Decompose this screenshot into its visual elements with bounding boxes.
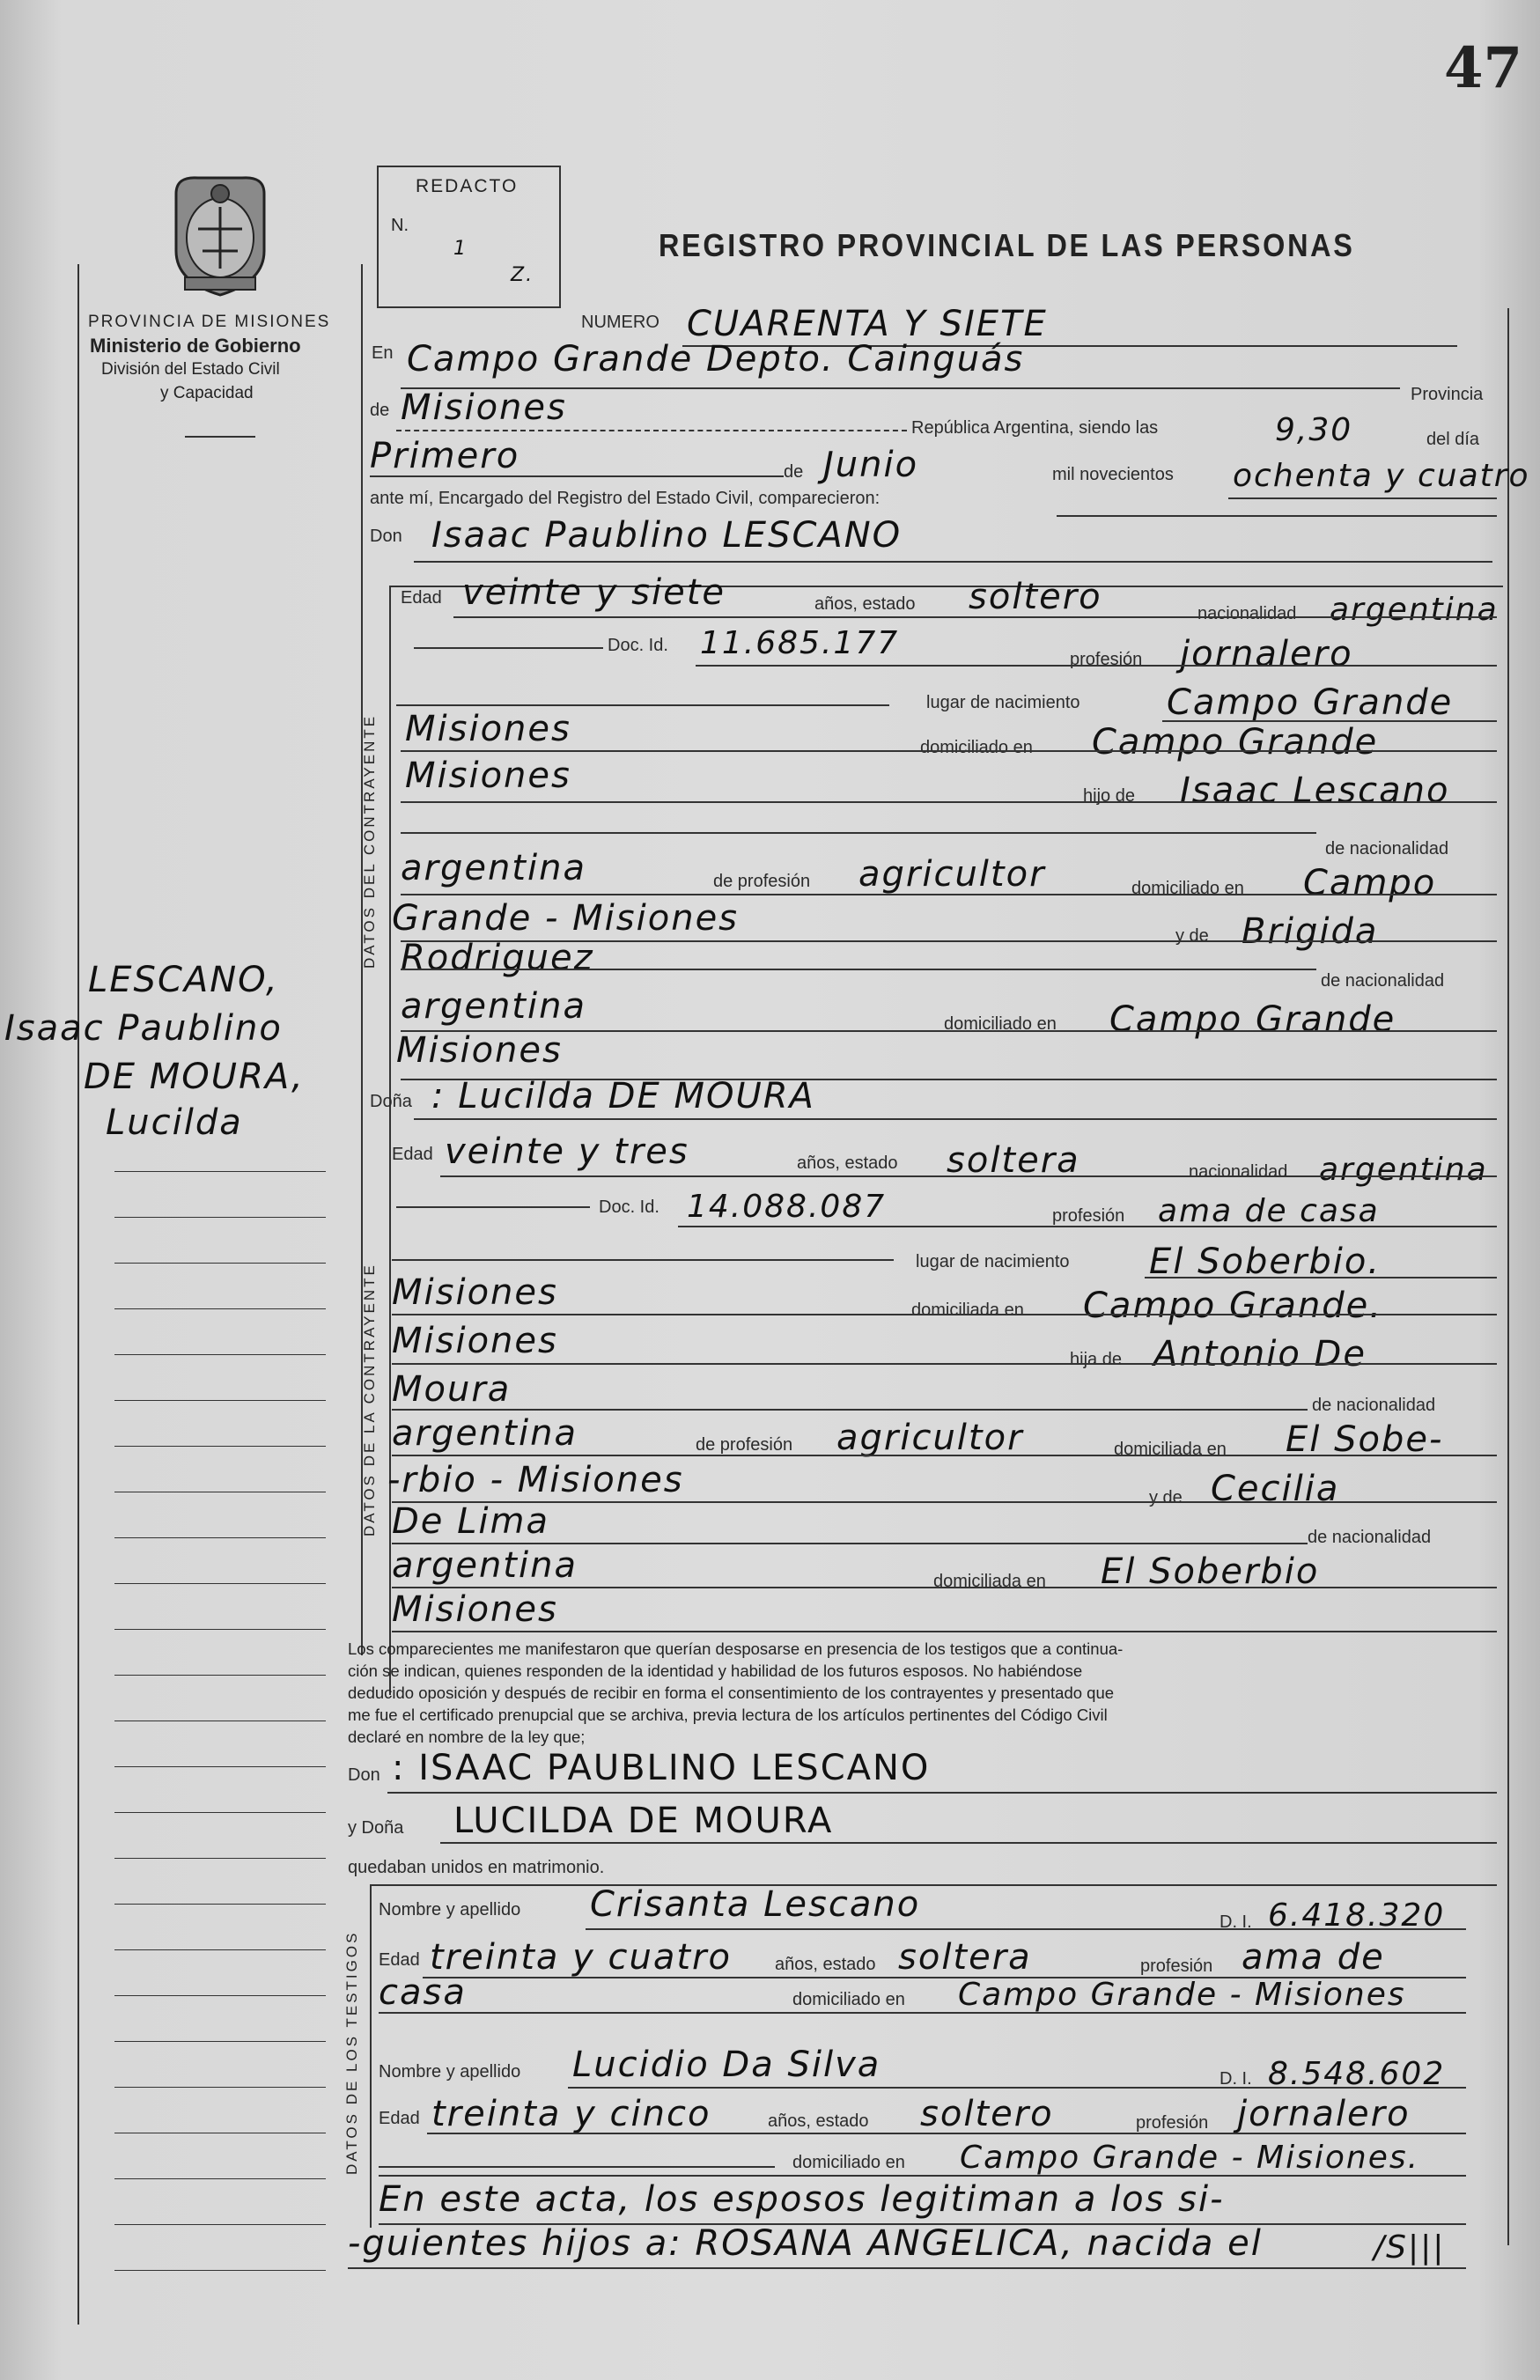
bride-de-nac-label-2: de nacionalidad (1308, 1528, 1432, 1547)
redacto-n: N. (391, 216, 409, 235)
numero-label: NUMERO (581, 313, 659, 332)
witnesses-section-label: DATOS DE LOS TESTIGOS (343, 1930, 360, 2175)
w1-dom: Campo Grande - Misiones (958, 1977, 1406, 2013)
margin-rule-line (114, 2087, 326, 2088)
province-label: PROVINCIA DE MISIONES (88, 313, 331, 331)
page-number: 47 (1444, 35, 1523, 101)
w1-edad-label: Edad (379, 1950, 420, 1970)
bride-dom-label-2: domiciliada en (1114, 1440, 1227, 1459)
w2-di-label: D. I. (1219, 2069, 1252, 2089)
bride-anos-label: años, estado (797, 1153, 898, 1173)
margin-rule-line (114, 1766, 326, 1767)
en-label: En (372, 343, 394, 363)
bride-nac: argentina (1319, 1152, 1488, 1188)
hour-value: 9,30 (1275, 412, 1353, 448)
decl-bride-name: LUCILDA DE MOURA (453, 1801, 834, 1841)
bride-hija-label: hija de (1070, 1350, 1122, 1369)
margin-rule-line (114, 1858, 326, 1859)
bride-father-dom-2: -rbio - Misiones (387, 1460, 684, 1500)
margin-rule-line (114, 1308, 326, 1309)
groom-de-nac-label-2: de nacionalidad (1321, 971, 1445, 991)
bride-name: : Lucilda DE MOURA (431, 1076, 815, 1116)
declaration-text-3: deducido oposición y después de recibir en forma el consentimiento de los contrayentes y presentado que (348, 1684, 1115, 1702)
margin-rule-line (114, 1446, 326, 1447)
w2-prof: jornalero (1237, 2094, 1411, 2134)
groom-anos-label: años, estado (814, 594, 916, 614)
margin-rule-line (114, 1537, 326, 1538)
w2-name-label: Nombre y apellido (379, 2062, 521, 2082)
decl-don-label: Don (348, 1765, 380, 1785)
bride-mother-dom: El Soberbio (1101, 1551, 1320, 1592)
groom-nac-label: nacionalidad (1197, 604, 1297, 623)
w1-edad: treinta y cuatro (430, 1937, 732, 1978)
declaration-text-1: Los comparecientes me manifestaron que querían desposarse en presencia de los testigos que a continua- (348, 1639, 1124, 1658)
margin-rule-line (114, 1263, 326, 1264)
margin-rule-line (114, 1904, 326, 1905)
margin-rule-line (114, 1583, 326, 1584)
groom-edad-label: Edad (401, 588, 442, 608)
de-label: de (370, 401, 390, 420)
year-value: ochenta y cuatro (1233, 458, 1530, 494)
w2-estado: soltero (920, 2094, 1054, 2134)
bride-lugar-label: lugar de nacimiento (916, 1252, 1070, 1271)
groom-father: Isaac Lescano (1180, 770, 1450, 811)
groom-mother-dom-2: Misiones (396, 1030, 563, 1071)
w2-prof-label: profesión (1136, 2113, 1209, 2133)
redacto-label: REDACTO (416, 176, 519, 196)
margin-rule-line (114, 1217, 326, 1218)
bride-prof: ama de casa (1158, 1193, 1380, 1229)
groom-prof-label: profesión (1070, 650, 1143, 669)
groom-father-dom: Campo (1303, 863, 1437, 903)
bride-nac-label: nacionalidad (1189, 1162, 1288, 1182)
declaration-text-4: me fue el certificado prenupcial que se archiva, previa lectura de los artículos pertinentes del Código Civil (348, 1706, 1108, 1724)
bride-dom-label-3: domiciliada en (933, 1572, 1046, 1591)
bride-mother: Cecilia (1211, 1469, 1340, 1509)
bride-mother-2: De Lima (392, 1501, 549, 1542)
month-value: Junio (823, 445, 919, 485)
w2-edad-label: Edad (379, 2109, 420, 2128)
division-label-2: y Capacidad (160, 384, 254, 402)
bride-mother-nac: argentina (392, 1545, 578, 1586)
groom-mother-dom: Campo Grande (1109, 999, 1396, 1040)
w1-prof-2: casa (379, 1972, 467, 2013)
bride-dom-2: Misiones (392, 1321, 558, 1361)
groom-prof: jornalero (1180, 634, 1353, 674)
w1-name: Crisanta Lescano (590, 1884, 921, 1925)
don-label: Don (370, 527, 402, 546)
legitimation-note-1: En este acta, los esposos legitiman a los si- (379, 2179, 1225, 2220)
w2-anos-label: años, estado (768, 2111, 869, 2131)
margin-rule-line (114, 1629, 326, 1630)
ministry-label: Ministerio de Gobierno (90, 335, 301, 357)
numero-value: CUARENTA Y SIETE (687, 304, 1048, 344)
day-value: Primero (370, 436, 520, 476)
bride-doc: 14.088.087 (687, 1189, 887, 1225)
decl-y-dona-label: y Doña (348, 1818, 404, 1838)
w2-dom: Campo Grande - Misiones. (960, 2140, 1420, 2176)
decl-quedaban: quedaban unidos en matrimonio. (348, 1858, 605, 1877)
groom-y-de-label: y de (1175, 926, 1209, 946)
margin-rule-line (114, 1675, 326, 1676)
ante-label: ante mí, Encargado del Registro del Estado Civil, comparecieron: (370, 489, 881, 508)
groom-dom-2: Misiones (405, 755, 571, 796)
provincia-label: Provincia (1411, 385, 1484, 404)
groom-lugar: Campo Grande (1167, 682, 1454, 723)
division-label: División del Estado Civil (101, 360, 280, 379)
dona-label: Doña (370, 1092, 412, 1111)
margin-rule-line (114, 1400, 326, 1401)
bride-dom: Campo Grande. (1083, 1286, 1383, 1326)
w2-dom-label: domiciliado en (792, 2153, 905, 2172)
groom-hijo-label: hijo de (1083, 786, 1135, 806)
margin-name-2: Isaac Paublino (4, 1008, 283, 1049)
w1-estado: soltera (898, 1937, 1032, 1978)
groom-dom-label-2: domiciliado en (1131, 879, 1244, 898)
bride-edad: veinte y tres (445, 1131, 689, 1172)
groom-dom-label-3: domiciliado en (944, 1014, 1057, 1034)
w1-di-label: D. I. (1219, 1912, 1252, 1932)
margin-name-4: Lucilda (106, 1102, 243, 1143)
mil-label: mil novecientos (1052, 465, 1174, 484)
groom-section-label: DATOS DEL CONTRAYENTE (361, 713, 378, 969)
groom-edad: veinte y siete (462, 572, 726, 613)
margin-rule-line (114, 1354, 326, 1355)
de-label-2: de (784, 462, 804, 482)
margin-rule-line (114, 2224, 326, 2225)
place-value: Campo Grande Depto. Cainguás (407, 339, 1025, 379)
w2-di: 8.548.602 (1268, 2056, 1446, 2092)
groom-doc: 11.685.177 (700, 625, 900, 661)
groom-dom: Campo Grande (1092, 722, 1379, 763)
bride-father-nac: argentina (392, 1413, 578, 1454)
bride-de-prof-label: de profesión (696, 1435, 793, 1455)
margin-rule-line (114, 2178, 326, 2179)
legitimation-note-3: /S||| (1374, 2229, 1446, 2266)
groom-mother-nac: argentina (401, 986, 586, 1027)
margin-rule-line (114, 1949, 326, 1950)
margin-name-1: LESCANO, (88, 960, 279, 1000)
redacto-number: 1 (453, 238, 468, 260)
declaration-text-2: ción se indican, quienes responden de la identidad y habilidad de los futuros esposos. No habiéndose (348, 1662, 1083, 1680)
w1-prof-label: profesión (1140, 1956, 1213, 1976)
groom-nac: argentina (1330, 592, 1499, 628)
w1-dom-label: domiciliado en (792, 1990, 905, 2009)
bride-y-de-label: y de (1149, 1488, 1183, 1507)
groom-estado: soltero (969, 577, 1102, 617)
bride-prof-label: profesión (1052, 1206, 1125, 1226)
province-value: Misiones (401, 387, 567, 428)
declaration-text-5: declaré en nombre de la ley que; (348, 1728, 586, 1746)
bride-dom-label: domiciliada en (911, 1301, 1024, 1320)
margin-rule-line (114, 1812, 326, 1813)
groom-father-dom-2: Grande - Misiones (392, 898, 740, 939)
bride-de-nac-label: de nacionalidad (1312, 1396, 1436, 1415)
bride-edad-label: Edad (392, 1145, 433, 1164)
groom-name: Isaac Paublino LESCANO (431, 515, 903, 556)
margin-name-3: DE MOURA, (84, 1057, 305, 1097)
w1-di: 6.418.320 (1268, 1897, 1446, 1934)
bride-doc-label: Doc. Id. (599, 1197, 659, 1217)
groom-doc-label: Doc. Id. (608, 636, 668, 655)
bride-father: Antonio De (1153, 1334, 1367, 1374)
groom-father-nac: argentina (401, 848, 586, 888)
groom-dom-label: domiciliado en (920, 738, 1033, 757)
w1-anos-label: años, estado (775, 1955, 876, 1974)
bride-father-2: Moura (392, 1369, 512, 1410)
redacto-box (377, 166, 561, 308)
w2-edad: treinta y cinco (431, 2094, 711, 2134)
redacto-z: Z. (511, 264, 534, 286)
groom-father-prof: agricultor (858, 854, 1046, 895)
margin-rule-line (114, 1995, 326, 1996)
margin-rule-line (114, 2270, 326, 2271)
groom-mother-2: Rodriguez (401, 938, 594, 978)
groom-de-nac-label: de nacionalidad (1325, 839, 1449, 858)
margin-rule-line (114, 1171, 326, 1172)
groom-lugar-label: lugar de nacimiento (926, 693, 1080, 712)
decl-groom-name: : ISAAC PAUBLINO LESCANO (392, 1748, 931, 1788)
bride-lugar: El Soberbio. (1149, 1242, 1382, 1282)
w1-name-label: Nombre y apellido (379, 1900, 521, 1919)
margin-rule-line (114, 2041, 326, 2042)
groom-mother: Brigida (1242, 911, 1379, 952)
w1-prof: ama de (1242, 1937, 1385, 1978)
legitimation-note-2: -guientes hijos a: ROSANA ANGELICA, nacida el (348, 2223, 1263, 2264)
bride-mother-dom-2: Misiones (392, 1589, 558, 1630)
seal-icon (163, 167, 277, 299)
republica-label: República Argentina, siendo las (911, 418, 1159, 438)
groom-de-prof-label: de profesión (713, 872, 811, 891)
bride-father-prof: agricultor (836, 1418, 1024, 1458)
del-dia-label: del día (1426, 430, 1480, 449)
bride-estado: soltera (947, 1140, 1080, 1181)
bride-father-dom: El Sobe- (1286, 1419, 1444, 1460)
bride-section-label: DATOS DE LA CONTRAYENTE (361, 1263, 378, 1536)
document-title: REGISTRO PROVINCIAL DE LAS PERSONAS (659, 227, 1355, 263)
coat-of-arms-seal (163, 167, 277, 304)
bride-lugar-2: Misiones (392, 1272, 558, 1313)
w2-name: Lucidio Da Silva (572, 2045, 881, 2085)
groom-lugar-2: Misiones (405, 709, 571, 749)
